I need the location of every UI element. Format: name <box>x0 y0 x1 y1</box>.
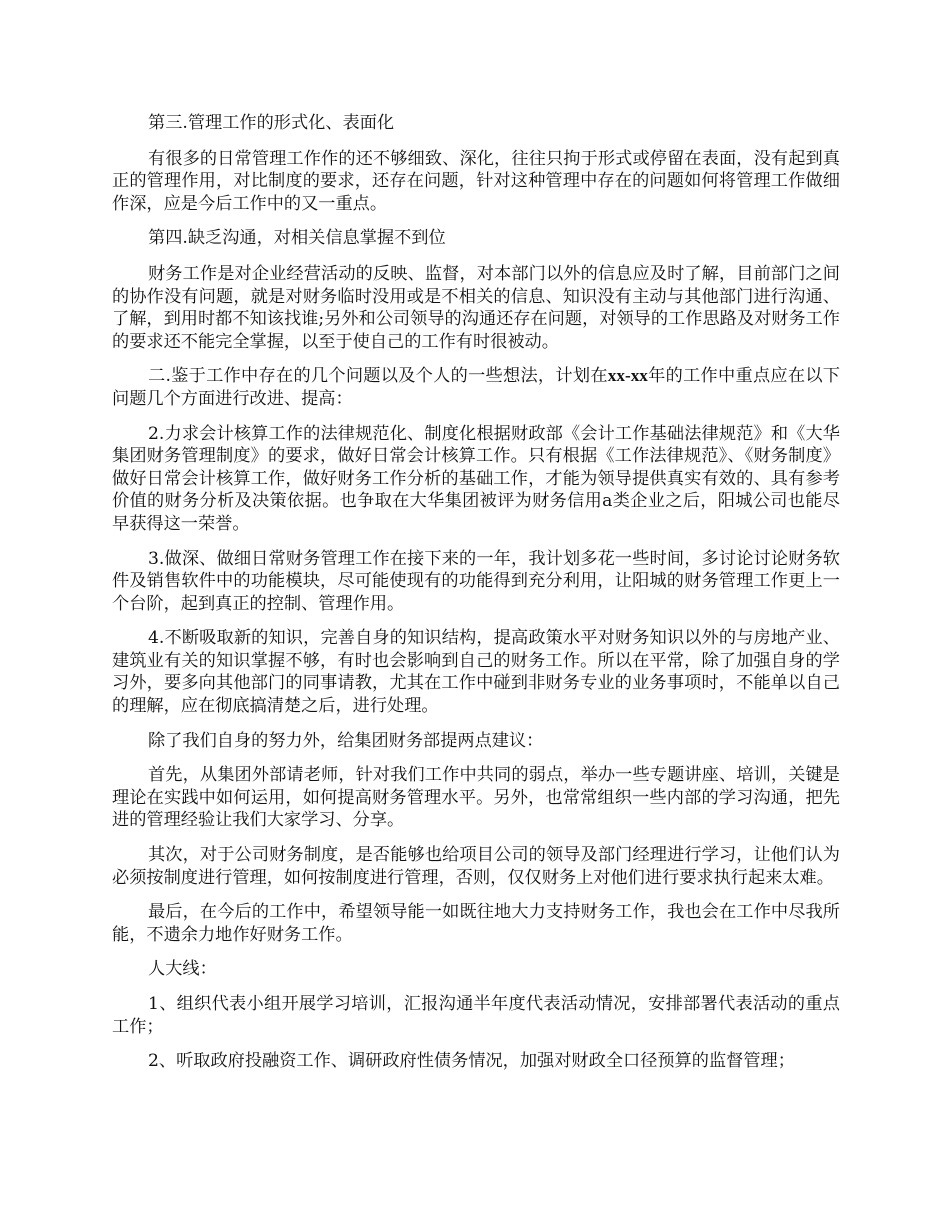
paragraph-item-4: 4.不断吸取新的知识，完善自身的知识结构，提高政策水平对财务知识以外的与房地产业、建筑业有关的知识掌握不够，有时也会影响到自己的财务工作。所以在平常，除了加强自身的学习外，要多向其他部门的同事请教，尤其在工作中碰到非财务专业的业务事项时，不能单以自己的理解，应在彻底搞清楚之后，进行处理。 <box>112 628 840 717</box>
paragraph-item-2: 2.力求会计核算工作的法律规范化、制度化根据财政部《会计工作基础法律规范》和《大华集团财务管理制度》的要求，做好日常会计核算工作。只有根据《工作法律规范》、《财务制度》做好日常会计核算工作，做好财务工作分析的基础工作，才能为领导提供真实有效的、具有参考价值的财务分析及决策依据。也争取在大华集团被评为财务信用a类企业之后，阳城公司也能尽早获得这一荣誉。 <box>112 423 840 534</box>
paragraph-npc-item-2: 2、听取政府投融资工作、调研政府性债务情况，加强对财政全口径预算的监督管理； <box>148 1051 795 1072</box>
paragraph-item-3: 3.做深、做细日常财务管理工作在接下来的一年，我计划多花一些时间，多讨论讨论财务软件及销售软件中的功能模块，尽可能使现有的功能得到充分利用，让阳城的财务管理工作更上一个台阶，起到真正的控制、管理作用。 <box>112 548 840 614</box>
plan-intro-text-b: 年的工作中重点应在以下问题几个方面进行改进、提高： <box>112 366 840 409</box>
paragraph-suggestion-second: 其次，对于公司财务制度，是否能够也给项目公司的领导及部门经理进行学习，让他们认为必须按制度进行管理，如何按制度进行管理，否则，仅仅财务上对他们进行要求执行起来太难。 <box>112 845 840 888</box>
paragraph-suggestion-first: 首先，从集团外部请老师，针对我们工作中共同的弱点，举办一些专题讲座、培训，关键是理论在实践中如何运用，如何提高财务管理水平。另外，也常常组织一些内部的学习沟通，把先进的管理经验让我们大家学习、分享。 <box>112 765 840 831</box>
paragraph-plan-intro <box>112 365 840 410</box>
section-heading-fourth: 第四.缺乏沟通，对相关信息掌握不到位 <box>148 228 446 249</box>
paragraph-npc-item-1: 1、组织代表小组开展学习培训，汇报沟通半年度代表活动情况，安排部署代表活动的重点工作； <box>112 994 840 1037</box>
plan-year-range: xx-xx <box>607 366 648 386</box>
document-page <box>112 112 840 1085</box>
paragraph-npc-line-heading: 人大线： <box>148 959 217 980</box>
paragraph-communication: 财务工作是对企业经营活动的反映、监督，对本部门以外的信息应及时了解，目前部门之间的协作没有问题，就是对财务临时没用或是不相关的信息、知识没有主动与其他部门进行沟通、了解，到用时都不知该找谁;另外和公司领导的沟通还存在问题，对领导的工作思路及对财务工作的要求还不能完全掌握，以至于使自己的工作有时很被动。 <box>112 263 840 352</box>
section-heading-third: 第三.管理工作的形式化、表面化 <box>148 113 395 133</box>
paragraph-formalism: 有很多的日常管理工作作的还不够细致、深化，往往只拘于形式或停留在表面，没有起到真正的管理作用，对比制度的要求，还存在问题，针对这种管理中存在的问题如何将管理工作做细作深，应是今后工作中的又一重点。 <box>112 148 840 214</box>
paragraph-suggestions-intro: 除了我们自身的努力外，给集团财务部提两点建议： <box>148 730 544 751</box>
paragraph-closing: 最后，在今后的工作中，希望领导能一如既往地大力支持财务工作，我也会在工作中尽我所能，不遗余力地作好财务工作。 <box>112 902 840 945</box>
plan-intro-text-a: 二.鉴于工作中存在的几个问题以及个人的一些想法，计划在 <box>148 366 608 387</box>
